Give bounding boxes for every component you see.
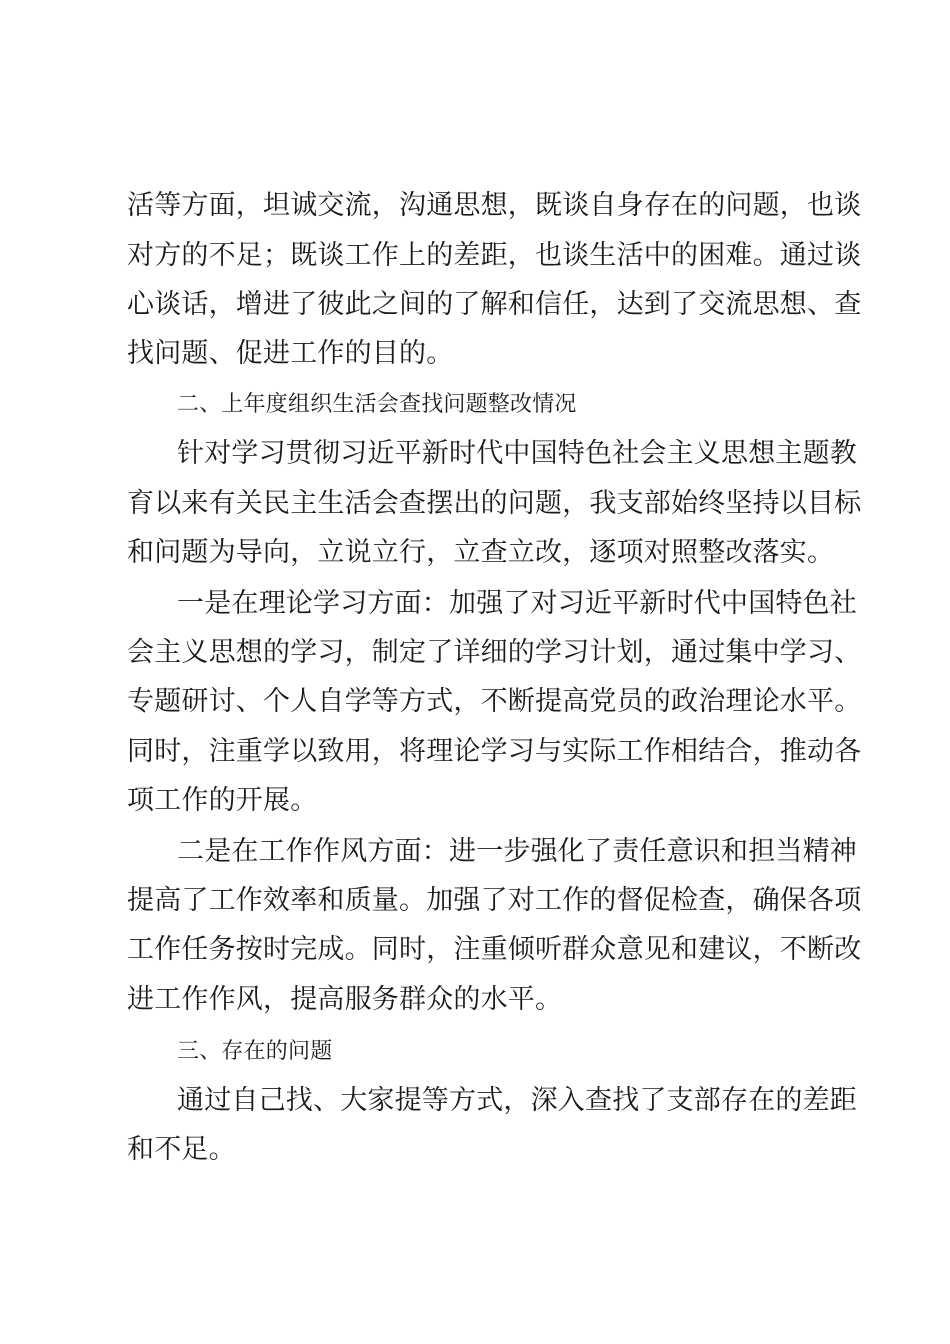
paragraph-line: 一是在理论学习方面：加强了对习近平新时代中国特色社 xyxy=(177,588,857,619)
section-heading: 三、存在的问题 xyxy=(177,1039,333,1064)
paragraph-line: 活等方面，坦诚交流，沟通思想，既谈自身存在的问题，也谈 xyxy=(127,190,862,221)
paragraph-line: 进工作作风，提高服务群众的水平。 xyxy=(127,984,563,1015)
paragraph-line: 同时，注重学以致用，将理论学习与实际工作相结合，推动各 xyxy=(127,736,862,767)
paragraph-line: 针对学习贯彻习近平新时代中国特色社会主义思想主题教 xyxy=(177,438,857,469)
paragraph-line: 心谈话，增进了彼此之间的了解和信任，达到了交流思想、查 xyxy=(127,289,862,320)
paragraph-line: 工作任务按时完成。同时，注重倾听群众意见和建议，不断改 xyxy=(127,934,862,965)
paragraph-line: 会主义思想的学习，制定了详细的学习计划，通过集中学习、 xyxy=(127,637,862,668)
paragraph-line: 育以来有关民主生活会查摆出的问题，我支部始终坚持以目标 xyxy=(127,488,862,519)
paragraph-line: 项工作的开展。 xyxy=(127,785,318,816)
paragraph-line: 找问题、促进工作的目的。 xyxy=(127,338,454,369)
paragraph-line: 和问题为导向，立说立行，立查立改，逐项对照整改落实。 xyxy=(127,537,835,568)
paragraph-line: 提高了工作效率和质量。加强了对工作的督促检查，确保各项 xyxy=(127,885,862,916)
section-heading: 二、上年度组织生活会查找问题整改情况 xyxy=(177,392,577,417)
paragraph-line: 二是在工作作风方面：进一步强化了责任意识和担当精神 xyxy=(177,836,857,867)
paragraph-line: 对方的不足；既谈工作上的差距，也谈生活中的困难。通过谈 xyxy=(127,240,862,271)
paragraph-line: 通过自己找、大家提等方式，深入查找了支部存在的差距 xyxy=(177,1085,857,1116)
paragraph-line: 专题研讨、个人自学等方式，不断提高党员的政治理论水平。 xyxy=(127,686,862,717)
paragraph-line: 和不足。 xyxy=(127,1134,236,1165)
